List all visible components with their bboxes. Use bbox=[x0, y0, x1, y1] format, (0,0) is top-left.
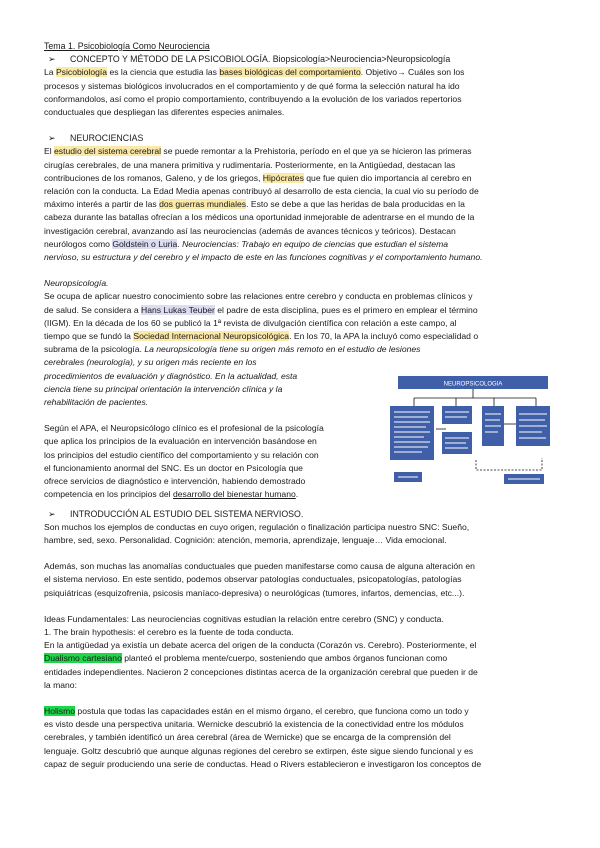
subheading-neuropsicologia: Neuropsicología. bbox=[44, 278, 109, 289]
section-heading-introduccion: ➢ INTRODUCCIÓN AL ESTUDIO DEL SISTEMA NERVIOSO. bbox=[44, 508, 556, 521]
highlight-guerras: dos guerras mundiales bbox=[159, 199, 247, 210]
neuropsicologia-diagram bbox=[384, 374, 556, 490]
paragraph-neuropsicologia: Se ocupa de aplicar nuestro conocimiento sobre las relaciones entre cerebro y conducta en problemas clínicos y de salud. Se considera a Hans Lukas Teuber el padre de esta disciplina, pues es el primero en emplear el término (IIGM). En la década de los 60 se publicó la 1ª revista de divulgación científica con relación a este campo, al tiempo que se fundó la Sociedad Internacional Neuropsicológica. En los 70, la APA la incluyó como especialidad o subrama de la psicología. La neuropsicología tiene su origen más remoto en el estudio de lesiones cerebrales (neurología), y su origen más reciente en los procedimientos de evaluación y diagnóstico. En la actualidad, esta ciencia tiene su principal orientación la intervención clínica y la rehabilitación de pacientes. bbox=[44, 291, 479, 408]
arrow-bullet-icon: ➢ bbox=[48, 54, 56, 65]
diagram-box-2 bbox=[442, 406, 472, 424]
highlight-estudio-sistema: estudio del sistema cerebral bbox=[54, 146, 162, 157]
arrow-bullet-icon: ➢ bbox=[48, 133, 56, 144]
section-heading-concepto: ➢ CONCEPTO Y MÉTODO DE LA PSICOBIOLOGÍA. Biopsicología>Neurociencia>Neuropsicología bbox=[44, 53, 556, 66]
highlight-holismo: Holismo bbox=[44, 705, 76, 716]
arrow-bullet-icon: ➢ bbox=[48, 508, 56, 519]
underline-bienestar: desarrollo del bienestar humano bbox=[172, 489, 296, 500]
highlight-sociedad: Sociedad Internacional Neuropsicológica bbox=[133, 331, 290, 342]
highlight-dualismo: Dualismo cartesiano bbox=[44, 653, 122, 664]
section-heading-neurociencias: ➢ NEUROCIENCIAS bbox=[44, 132, 556, 145]
highlight-goldstein: Goldstein o Luria bbox=[112, 238, 178, 249]
document-title: Tema 1. Psicobiología Como Neurociencia bbox=[44, 41, 210, 51]
paragraph-neurociencias: El estudio del sistema cerebral se puede remontar a la Prehistoria, período en el que ya se hicieron las primeras cirugías cerebrales, de una manera primitiva y rudimentaria. Posteriormente, en la Antigüedad, destacan las contribuciones de los romanos, Galeno, y de los griegos, Hipócrates que fue quien dio importancia al cerebro en relación con la conducta. La Edad Media apenas contribuyó al desarrollo de esta ciencia, la cual vio su período de máximo interés a partir de las dos guerras mundiales. Esto se debe a que las heridas de bala producidas en la cabeza durante las batallas ofrecían a los médicos una oportunidad inmejorable de adentrarse en el mundo de la investigación cerebral, avanzando así las neurociencias (además de avances técnicos y teóricos). Destacan neurólogos como Goldstein o Luria. Neurociencias: Trabajo en equipo de ciencias que estudian el sistema nervioso, su estructura y del cerebro y el impacto de este en las funciones cognitivas y el comportamiento humano. bbox=[44, 146, 483, 263]
paragraph-holismo: Holismo postula que todas las capacidades están en el mismo órgano, el cerebro, que funciona como un todo y es visto desde una perspectiva unitaria. Wernicke descubrió la existencia de la conectividad entre los módulos cerebrales, y también identificó un área cerebral (área de Wernicke) que se encarga de la comprensión del lenguaje. Goltz descubrió que aunque algunas regiones del cerebro se extirpen, éste sigue siendo funcional y es capaz de seguir produciendo una serie de conductas. Head o Rivers establecieron e investigaron los conceptos de bbox=[44, 705, 482, 769]
paragraph-conductas: Son muchos los ejemplos de conductas en cuyo origen, regulación o finalización participa nuestro SNC: Sueño, hambre, sed, sexo. Personalidad. Cognición: atención, memoria, aprendizaje, lenguaje… Vida emocional. bbox=[44, 521, 470, 545]
highlight-bases-biologicas: bases biológicas del comportamiento bbox=[219, 67, 361, 78]
paragraph-psicobiologia: La Psicobiología es la ciencia que estudia las bases biológicas del comportamiento. Objetivo→ Cuáles son los procesos y sistemas biológicos involucrados en el comportamiento y de qué forma la selección natural ha ido conformandolos, así como el propio comportamiento, contribuyendo a la evolución de los variados repertorios conductuales que despliegan las diferentes especies animales. bbox=[44, 67, 465, 118]
highlight-psicobiologia: Psicobiología bbox=[55, 67, 108, 78]
paragraph-ideas: Ideas Fundamentales: Las neurociencias cognitivas estudian la relación entre cerebro (SNC) y conducta. 1. The brain hypothesis: el cerebro es la fuente de toda conducta. En la antigüedad ya existía un debate acerca del origen de la conducta (Corazón vs. Cerebro). Posteriormente, el Dualismo cartesiano planteó el problema mente/cuerpo, sosteniendo que ambos órganos funcionan como entidades independientes. Nacieron 2 concepciones distintas acerca de la organización cerebral que pueden ir de la mano: bbox=[44, 613, 478, 690]
paragraph-apa: Según el APA, el Neuropsicólogo clínico es el profesional de la psicología que aplica los principios de la evaluación en intervención basándose en los principios del estudio científico del comportamiento y su relación con el funcionamiento anormal del SNC. Es un doctor en Psicología que ofrece servicios de diagnóstico e intervención, habiendo demostrado competencia en los principios del desarrollo del bienestar humano. bbox=[44, 423, 324, 500]
highlight-teuber: Hans Lukas Teuber bbox=[140, 304, 215, 315]
highlight-hipocrates: Hipócrates bbox=[262, 172, 304, 183]
diagram-title: NEUROPSICOLOGIA bbox=[443, 381, 503, 388]
paragraph-anomalias: Además, son muchas las anomalías conductuales que pueden manifestarse como causa de alguna alteración en el sistema nervioso. En este sentido, podemos observar patologías conductuales, psicopatologías, patologías psiquiátricas (esquizofrenia, psicosis maníaco-depresiva) o neurológicas (tumores, infartos, demencias, etc...). bbox=[44, 561, 475, 598]
